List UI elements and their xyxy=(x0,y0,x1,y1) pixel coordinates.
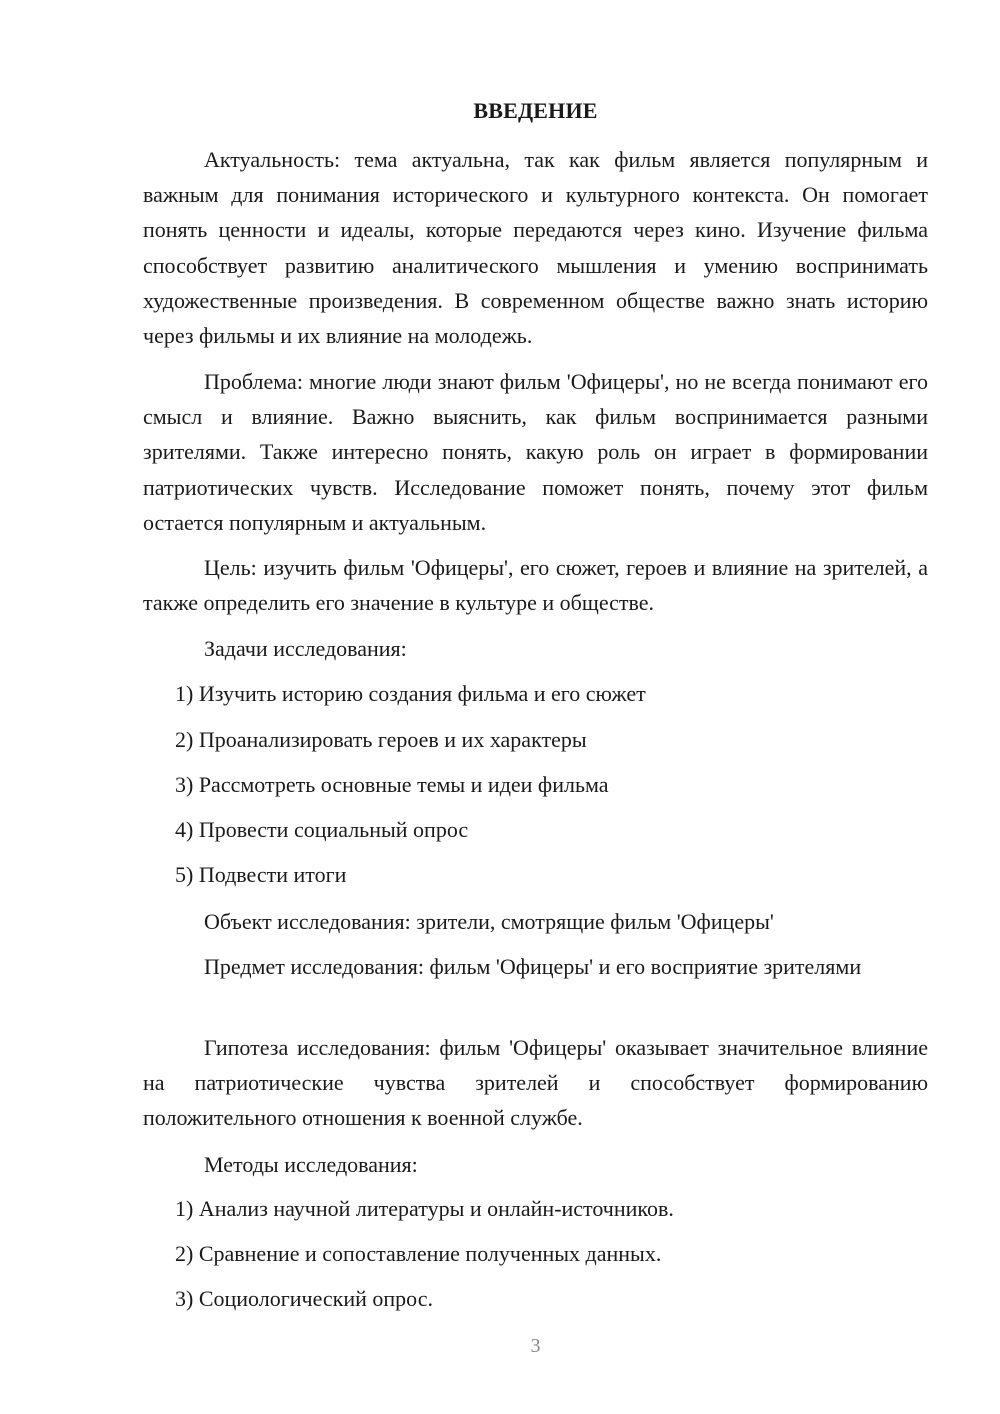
method-item-3: 3) Социологический опрос. xyxy=(175,1286,433,1311)
task-item-4: 4) Провести социальный опрос xyxy=(175,817,469,842)
problem-paragraph: Проблема: многие люди знают фильм 'Офицеры', но не всегда понимают его смысл и влияние. Важно выяснить, как фильм воспринимается разными зрителями. Также интересно понять, какую роль он играет в формировании патриотических чувств. Исследование поможет понять, почему этот фильм остается популярным и актуальным. xyxy=(143,369,928,535)
page-number: 3 xyxy=(530,1335,541,1357)
object-paragraph: Объект исследования: зрители, смотрящие фильм 'Офицеры' xyxy=(204,909,774,934)
hypothesis-paragraph: Гипотеза исследования: фильм 'Офицеры' оказывает значительное влияние на патриотические чувства зрителей и способствует формированию положительного отношения к военной службе. xyxy=(143,1035,928,1131)
subject-paragraph: Предмет исследования: фильм 'Офицеры' и его восприятие зрителями xyxy=(204,954,862,979)
task-item-5: 5) Подвести итоги xyxy=(175,862,347,887)
tasks-heading: Задачи исследования: xyxy=(204,636,407,661)
task-item-1: 1) Изучить историю создания фильма и его сюжет xyxy=(175,681,646,706)
method-item-2: 2) Сравнение и сопоставление полученных данных. xyxy=(175,1241,662,1266)
methods-heading: Методы исследования: xyxy=(204,1152,418,1177)
relevance-paragraph: Актуальность: тема актуальна, так как фильм является популярным и важным для понимания исторического и культурного контекста. Он помогает понять ценности и идеалы, которые передаются через кино. Изучение фильма способствует развитию аналитического мышления и умению воспринимать художественные произведения. В современном обществе важно знать историю через фильмы и их влияние на молодежь. xyxy=(143,147,928,349)
task-item-3: 3) Рассмотреть основные темы и идеи фильма xyxy=(175,772,609,797)
task-item-2: 2) Проанализировать героев и их характеры xyxy=(175,727,587,752)
method-item-1: 1) Анализ научной литературы и онлайн-источников. xyxy=(175,1196,674,1221)
goal-paragraph: Цель: изучить фильм 'Офицеры', его сюжет, героев и влияние на зрителей, а также определить его значение в культуре и обществе. xyxy=(143,555,928,616)
section-title: ВВЕДЕНИЕ xyxy=(473,98,598,123)
